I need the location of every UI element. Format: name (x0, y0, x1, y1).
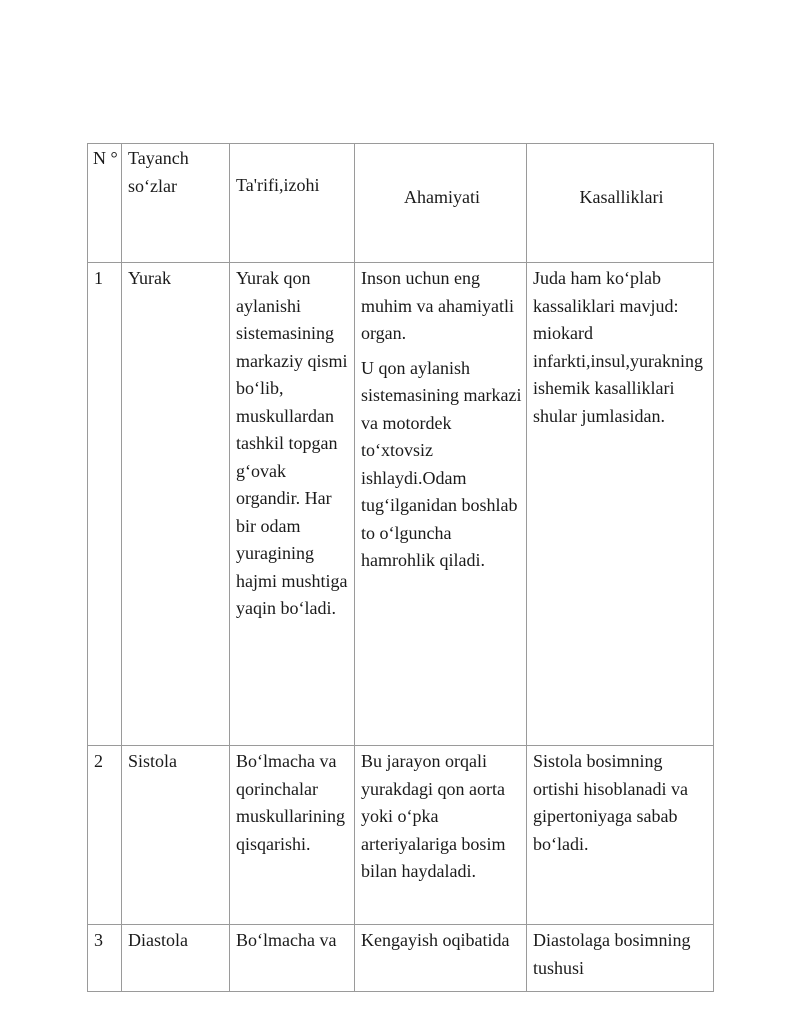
header-importance: Ahamiyati (355, 144, 527, 263)
row-number: 2 (88, 746, 122, 925)
row-importance: Bu jarayon orqali yurakdagi qon aorta yoki o‘pka arteriyalariga bosim bilan haydaladi. (355, 746, 527, 925)
terms-table (87, 143, 714, 992)
table-row (88, 263, 714, 746)
row-keyword: Yurak (122, 263, 230, 746)
table-row (88, 746, 714, 925)
row-definition: Bo‘lmacha va qorinchalar muskullarining qisqarishi. (230, 746, 355, 925)
table-row (88, 925, 714, 992)
row-definition: Bo‘lmacha va (230, 925, 355, 992)
row-keyword: Diastola (122, 925, 230, 992)
header-keywords: Tayanch so‘zlar (122, 144, 230, 263)
row-importance: Kengayish oqibatida (355, 925, 527, 992)
header-number: N ° (88, 144, 122, 263)
row-number: 3 (88, 925, 122, 992)
row-importance (355, 263, 527, 746)
header-definition: Ta'rifi,izohi (230, 144, 355, 263)
importance-paragraph: U qon aylanish sistemasining markazi va motordek to‘xtovsiz ishlaydi.Odam tug‘ilganidan boshlab to o‘lguncha hamrohlik qiladi. (361, 357, 522, 570)
importance-paragraph: Inson uchun eng muhim va ahamiyatli organ. (361, 268, 514, 343)
row-diseases: Diastolaga bosimning tushusi (527, 925, 714, 992)
row-keyword: Sistola (122, 746, 230, 925)
row-diseases: Sistola bosimning ortishi hisoblanadi va gipertoniyaga sabab bo‘ladi. (527, 746, 714, 925)
row-definition: Yurak qon aylanishi sistemasining markaziy qismi bo‘lib, muskullardan tashkil topgan g‘ovak organdir. Har bir odam yuragining hajmi mushtiga yaqin bo‘ladi. (230, 263, 355, 746)
table-viewport (87, 143, 714, 978)
table-header-row (88, 144, 714, 263)
row-number: 1 (88, 263, 122, 746)
row-diseases: Juda ham ko‘plab kassaliklari mavjud: miokard infarkti,insul,yurakning ishemik kasalliklari shular jumlasidan. (527, 263, 714, 746)
header-diseases: Kasalliklari (527, 144, 714, 263)
